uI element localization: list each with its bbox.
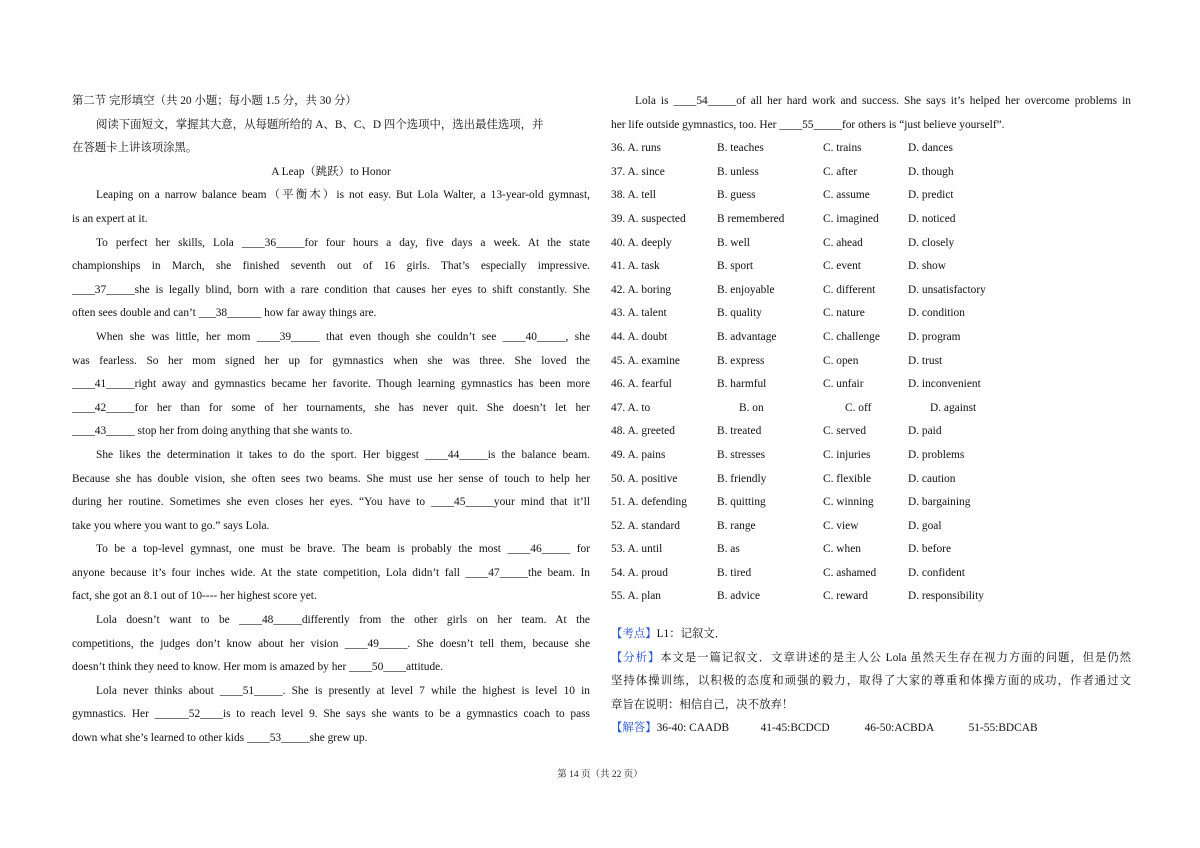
option-row — [611, 468, 1131, 492]
option-cell: D. unsatisfactory — [908, 283, 986, 296]
kaodian-line — [611, 623, 1131, 647]
passage-line: Because she has double vision, she often sees two beams. She must use her sense of touch to help her — [72, 472, 590, 485]
answer-group: 36-40: CAADB — [656, 722, 730, 735]
option-cell: 39. A. suspected — [611, 212, 686, 225]
answer-group: 46-50:ACBDA — [864, 722, 935, 735]
passage-line: competitions, the judges don’t know about her vision ____49_____. She doesn’t tell them, because she — [72, 637, 590, 650]
section-heading: 第二节 完形填空（共 20 小题；每小题 1.5 分，共 30 分） — [72, 95, 357, 107]
option-cell: 43. A. talent — [611, 307, 667, 320]
option-cell: D. paid — [908, 425, 942, 438]
option-cell: 48. A. greeted — [611, 425, 675, 438]
page-footer: 第 14 页（共 22 页） — [557, 770, 643, 780]
option-cell: C. flexible — [823, 472, 872, 485]
option-cell: C. trains — [823, 142, 862, 155]
option-cell: D. problems — [908, 448, 965, 461]
option-cell: C. winning — [823, 496, 874, 509]
left-column — [72, 90, 590, 751]
option-cell: C. after — [823, 165, 858, 178]
options-list — [611, 137, 1131, 609]
option-cell: C. event — [823, 260, 861, 273]
passage-line: was fearless. So her mom signed her up for gymnastics when she was three. She loved the — [72, 354, 590, 367]
passage-line: during her routine. Sometimes she even closes her eyes. “You have to ____45_____your mind that it’ll — [72, 496, 590, 509]
option-cell: D. caution — [908, 472, 956, 485]
option-cell: B. advice — [717, 590, 761, 603]
passage-line: her life outside gymnastics, too. Her ____55_____for others is “just believe yourself”. — [611, 118, 1005, 131]
option-cell: 51. A. defending — [611, 496, 687, 509]
option-row — [611, 161, 1131, 185]
answer-group: 41-45:BCDCD — [760, 722, 830, 735]
option-cell: 50. A. positive — [611, 472, 678, 485]
option-row — [611, 302, 1131, 326]
option-cell: C. ahead — [823, 236, 863, 249]
option-cell: 45. A. examine — [611, 354, 680, 367]
option-cell: 47. A. to — [611, 401, 651, 414]
option-cell: C. ashamed — [823, 566, 877, 579]
fenxi-line — [611, 647, 1131, 671]
instruction-line: 阅读下面短文，掌握其大意，从每题所给的 A、B、C、D 四个选项中，选出最佳选项，并 — [96, 118, 544, 131]
option-cell: C. imagined — [823, 212, 879, 225]
answer-line — [611, 717, 1131, 741]
option-cell: 54. A. proud — [611, 566, 668, 579]
option-cell: C. off — [845, 401, 872, 414]
option-cell: D. inconvenient — [908, 378, 981, 391]
fenxi-text: 本文是一篇记叙文．文章讲述的是主人公 Lola 虽然天生存在视力方面的问题，但是仍然 — [660, 651, 1131, 664]
option-cell: C. when — [823, 543, 861, 556]
option-cell: 36. A. runs — [611, 142, 661, 155]
option-cell: 46. A. fearful — [611, 378, 672, 391]
option-row — [611, 420, 1131, 444]
option-cell: B. guess — [717, 189, 756, 202]
option-row — [611, 255, 1131, 279]
option-row — [611, 444, 1131, 468]
passage-line: fact, she got an 8.1 out of 10---- her highest score yet. — [72, 590, 317, 603]
option-cell: D. closely — [908, 236, 955, 249]
passage-line: Lola never thinks about ____51_____. She is presently at level 7 while the highest is level 10 in — [96, 684, 590, 697]
option-cell: C. assume — [823, 189, 870, 202]
passage-line: To be a top-level gymnast, one must be brave. The beam is probably the most ____46_____ for — [96, 543, 590, 556]
passage-line: ____42_____for her than for some of her tournaments, she has never quit. She doesn’t let her — [72, 401, 590, 414]
option-cell: D. though — [908, 165, 954, 178]
option-cell: B. tired — [717, 566, 752, 579]
option-cell: B. friendly — [717, 472, 767, 485]
option-cell: B. harmful — [717, 378, 767, 391]
option-cell: 38. A. tell — [611, 189, 656, 202]
option-cell: C. view — [823, 519, 859, 532]
option-cell: 37. A. since — [611, 165, 665, 178]
passage-line: take you where you want to go.” says Lola. — [72, 519, 270, 532]
option-row — [611, 373, 1131, 397]
passage-line: anyone because it’s four inches wide. At the state competition, Lola didn’t fall ____47_____the beam. In — [72, 566, 590, 579]
option-row — [611, 350, 1131, 374]
option-cell: B. well — [717, 236, 750, 249]
option-cell: B. on — [739, 401, 764, 414]
kaodian-tag: 【考点】 — [611, 628, 657, 641]
option-cell: D. program — [908, 330, 961, 343]
option-cell: B. advantage — [717, 330, 777, 343]
passage-line: championships in March, she finished seventh out of 16 girls. That’s especially impressive. — [72, 260, 590, 273]
option-cell: D. before — [908, 543, 952, 556]
passage-line: To perfect her skills, Lola ____36_____for four hours a day, five days a week. At the state — [96, 236, 590, 249]
option-row — [611, 515, 1131, 539]
option-row — [611, 585, 1131, 609]
option-cell: D. bargaining — [908, 496, 971, 509]
option-cell: 40. A. deeply — [611, 236, 672, 249]
option-cell: D. against — [930, 401, 977, 414]
passage-line: When she was little, her mom ____39_____ that even though she couldn’t see ____40_____, she — [96, 330, 590, 343]
option-row — [611, 184, 1131, 208]
option-cell: D. predict — [908, 189, 954, 202]
option-row — [611, 326, 1131, 350]
option-cell: B. enjoyable — [717, 283, 775, 296]
option-cell: C. unfair — [823, 378, 864, 391]
passage-line: doesn’t think they need to know. Her mom is amazed by her ____50____attitude. — [72, 661, 444, 674]
option-cell: C. open — [823, 354, 859, 367]
option-cell: 42. A. boring — [611, 283, 672, 296]
answer-group: 51-55:BDCAB — [968, 722, 1038, 735]
passage-line: often sees double and can’t ___38______ how far away things are. — [72, 307, 377, 320]
passage-line: She likes the determination it takes to do the sport. Her biggest ____44_____is the balance beam. — [96, 448, 590, 461]
option-cell: B. teaches — [717, 142, 764, 155]
option-cell: C. nature — [823, 307, 865, 320]
option-cell: B. stresses — [717, 448, 766, 461]
option-row — [611, 208, 1131, 232]
option-cell: B. unless — [717, 165, 759, 178]
option-cell: 53. A. until — [611, 543, 663, 556]
option-cell: C. reward — [823, 590, 868, 603]
option-cell: D. noticed — [908, 212, 956, 225]
fenxi-line: 章旨在说明：相信自己，决不放弃！ — [611, 698, 794, 711]
instruction-line: 在答题卡上讲该项涂黑。 — [72, 142, 198, 155]
option-cell: C. injuries — [823, 448, 871, 461]
passage-line: Lola is ____54_____of all her hard work and success. She says it’s helped her overcome problems in — [635, 95, 1131, 107]
option-cell: 49. A. pains — [611, 448, 666, 461]
option-cell: D. condition — [908, 307, 965, 320]
option-cell: B. quality — [717, 307, 762, 320]
passage-line: ____41_____right away and gymnastics became her favorite. Though learning gymnastics has been more — [72, 378, 590, 391]
option-cell: B. treated — [717, 425, 762, 438]
option-cell: 41. A. task — [611, 260, 660, 273]
option-cell: B remembered — [717, 212, 785, 225]
passage-line: is an expert at it. — [72, 212, 148, 225]
option-cell: D. show — [908, 260, 946, 273]
option-cell: B. as — [717, 543, 740, 556]
fenxi-tag: 【分析】 — [611, 651, 661, 664]
option-row — [611, 491, 1131, 515]
option-cell: B. express — [717, 354, 765, 367]
passage-line: Lola doesn’t want to be ____48_____differently from the other girls on her team. At the — [96, 614, 590, 627]
option-row — [611, 538, 1131, 562]
option-row — [611, 397, 1131, 421]
option-cell: C. challenge — [823, 330, 880, 343]
right-column — [611, 90, 1131, 741]
option-cell: D. trust — [908, 354, 943, 367]
option-row — [611, 562, 1131, 586]
option-cell: B. range — [717, 519, 756, 532]
option-cell: 52. A. standard — [611, 519, 680, 532]
option-cell: B. quitting — [717, 496, 766, 509]
option-cell: 55. A. plan — [611, 590, 661, 603]
option-cell: C. different — [823, 283, 876, 296]
passage-line: down what she’s learned to other kids ____53_____she grew up. — [72, 732, 368, 745]
option-row — [611, 137, 1131, 161]
option-cell: B. sport — [717, 260, 754, 273]
option-row — [611, 232, 1131, 256]
option-cell: 44. A. doubt — [611, 330, 668, 343]
option-cell: D. goal — [908, 519, 942, 532]
option-cell: C. served — [823, 425, 867, 438]
jieda-tag: 【解答】 — [611, 722, 657, 735]
passage-line: gymnastics. Her ______52____is to reach level 9. She says she wants to be a gymnastics coach to pass — [72, 708, 590, 721]
option-cell: D. responsibility — [908, 590, 984, 603]
kaodian-text: L1：记叙文． — [656, 628, 727, 641]
passage-line: ____37_____she is legally blind, born with a rare condition that causes her eyes to shift constantly. She — [72, 283, 590, 296]
passage-line: Leaping on a narrow balance beam（平衡木）is not easy. But Lola Walter, a 13-year-old gymnast, — [96, 189, 590, 202]
option-cell: D. dances — [908, 142, 953, 155]
passage-line: ____43_____ stop her from doing anything that she wants to. — [72, 425, 353, 438]
option-cell: D. confident — [908, 566, 965, 579]
fenxi-line: 坚持体操训练，以积极的态度和顽强的毅力，取得了大家的尊重和体操方面的成功，作者通过文 — [611, 675, 1131, 688]
passage-title: A Leap（跳跃）to Honor — [271, 165, 391, 178]
option-row — [611, 279, 1131, 303]
